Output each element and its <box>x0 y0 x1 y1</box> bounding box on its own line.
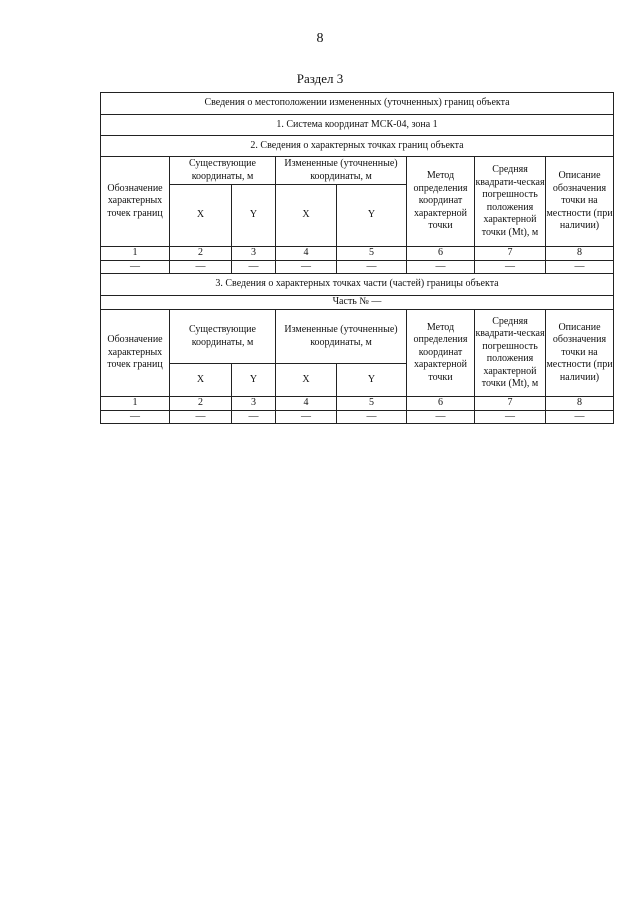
data-cell-4: — <box>276 410 337 424</box>
data-cell-3: — <box>232 260 276 274</box>
header-error: Средняя квадрати-ческая погрешность положения характерной точки (Mt), м <box>475 157 546 247</box>
col-number-7: 7 <box>475 397 546 411</box>
table-section-2 <box>100 92 614 424</box>
data-cell-2: — <box>170 410 232 424</box>
header-designation: Обозначение характерных точек границ <box>101 157 170 247</box>
header-changed-x: X <box>276 364 337 397</box>
data-cell-7: — <box>475 410 546 424</box>
header-existing-y: Y <box>232 185 276 247</box>
header-error: Средняя квадрати-ческая погрешность положения характерной точки (Mt), м <box>475 310 546 397</box>
page-number: 8 <box>316 31 324 46</box>
col-number-2: 2 <box>170 397 232 411</box>
col-number-7: 7 <box>475 247 546 261</box>
header-existing-x: X <box>170 364 232 397</box>
coordinate-system-line: 1. Система координат МСК-04, зона 1 <box>101 115 614 136</box>
data-cell-5: — <box>337 260 407 274</box>
part-3-title: 3. Сведения о характерных точках части (частей) границы объекта <box>101 274 614 296</box>
col-number-8: 8 <box>546 397 614 411</box>
header-existing-coordinates: Существующие координаты, м <box>170 310 276 364</box>
data-cell-6: — <box>407 410 475 424</box>
header-changed-y: Y <box>337 364 407 397</box>
data-cell-5: — <box>337 410 407 424</box>
data-cell-2: — <box>170 260 232 274</box>
part-2-title: 2. Сведения о характерных точках границ объекта <box>101 136 614 157</box>
header-existing-coordinates: Существующие координаты, м <box>170 157 276 185</box>
data-cell-4: — <box>276 260 337 274</box>
col-number-1: 1 <box>101 397 170 411</box>
col-number-3: 3 <box>232 397 276 411</box>
col-number-6: 6 <box>407 397 475 411</box>
col-number-5: 5 <box>337 397 407 411</box>
header-designation: Обозначение характерных точек границ <box>101 310 170 397</box>
data-cell-6: — <box>407 260 475 274</box>
col-number-5: 5 <box>337 247 407 261</box>
header-description: Описание обозначения точки на местности (при наличии) <box>546 157 614 247</box>
col-number-2: 2 <box>170 247 232 261</box>
col-number-1: 1 <box>101 247 170 261</box>
col-number-4: 4 <box>276 397 337 411</box>
header-existing-y: Y <box>232 364 276 397</box>
data-cell-7: — <box>475 260 546 274</box>
data-cell-1: — <box>101 260 170 274</box>
header-changed-y: Y <box>337 185 407 247</box>
data-cell-8: — <box>546 410 614 424</box>
header-method: Метод определения координат характерной точки <box>407 310 475 397</box>
header-changed-coordinates: Измененные (уточненные) координаты, м <box>276 310 407 364</box>
col-number-6: 6 <box>407 247 475 261</box>
table-title: Сведения о местоположении измененных (уточненных) границ объекта <box>101 93 614 115</box>
col-number-4: 4 <box>276 247 337 261</box>
data-cell-1: — <box>101 410 170 424</box>
col-number-3: 3 <box>232 247 276 261</box>
header-existing-x: X <box>170 185 232 247</box>
data-cell-3: — <box>232 410 276 424</box>
data-cell-8: — <box>546 260 614 274</box>
header-method: Метод определения координат характерной точки <box>407 157 475 247</box>
header-changed-coordinates: Измененные (уточненные) координаты, м <box>276 157 407 185</box>
col-number-8: 8 <box>546 247 614 261</box>
section-title: Раздел 3 <box>296 71 344 86</box>
header-changed-x: X <box>276 185 337 247</box>
part-number-label: Часть № — <box>101 296 614 310</box>
header-description: Описание обозначения точки на местности (при наличии) <box>546 310 614 397</box>
